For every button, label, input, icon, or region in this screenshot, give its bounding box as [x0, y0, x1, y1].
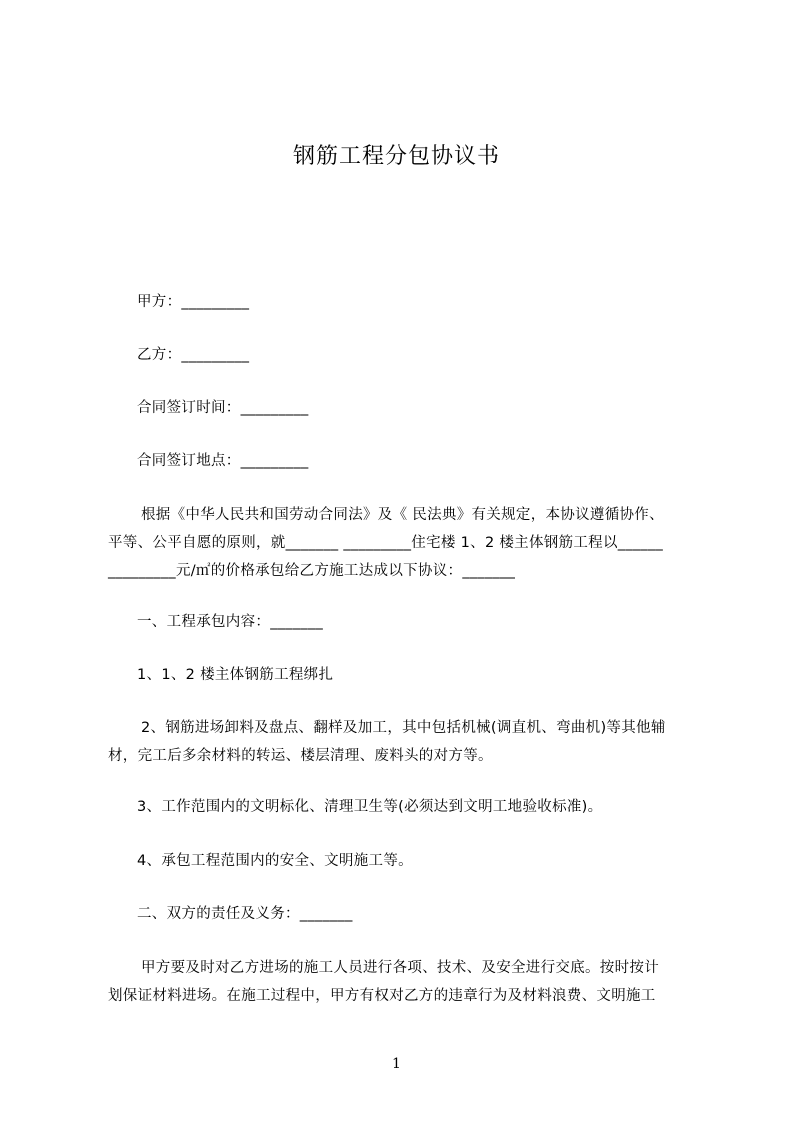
section-1-item-2-line-1: 2、钢筋进场卸料及盘点、翻样及加工，其中包括机械(调直机、弯曲机)等其他辅: [141, 720, 666, 736]
preamble-line-2: 平等、公平自愿的原则，就_______ _________住宅楼 1、2 楼主体钢筋工程以______: [108, 535, 664, 551]
sign-time-field: 合同签订时间：_________: [137, 400, 309, 416]
page-number: 1: [392, 1056, 401, 1072]
section-1-item-3: 3、工作范围内的文明标化、清理卫生等(必须达到文明工地验收标准)。: [137, 799, 603, 815]
section-1-item-1: 1、1、2 楼主体钢筋工程绑扎: [137, 667, 334, 683]
preamble-line-3: _________元/㎡的价格承包给乙方施工达成以下协议：_______: [108, 563, 516, 579]
section-1-item-4: 4、承包工程范围内的安全、文明施工等。: [137, 853, 413, 869]
section-2-para-line-2: 划保证材料进场。在施工过程中，甲方有权对乙方的违章行为及材料浪费、文明施工: [108, 988, 656, 1004]
section-2-para-line-1: 甲方要及时对乙方进场的施工人员进行各项、技术、及安全进行交底。按时按计: [141, 960, 659, 976]
section-1-item-2-line-2: 材，完工后多余材料的转运、楼层清理、废料头的对方等。: [108, 748, 493, 764]
section-2-heading: 二、双方的责任及义务：_______: [137, 906, 353, 922]
party-a-field: 甲方：_________: [137, 294, 250, 310]
section-1-heading: 一、工程承包内容：_______: [137, 614, 324, 630]
sign-place-field: 合同签订地点：_________: [137, 453, 309, 469]
document-title: 钢筋工程分包协议书: [292, 144, 500, 169]
party-b-field: 乙方：_________: [137, 347, 250, 363]
preamble-line-1: 根据《中华人民共和国劳动合同法》及《 民法典》有关规定，本协议遵循协作、: [141, 507, 664, 523]
